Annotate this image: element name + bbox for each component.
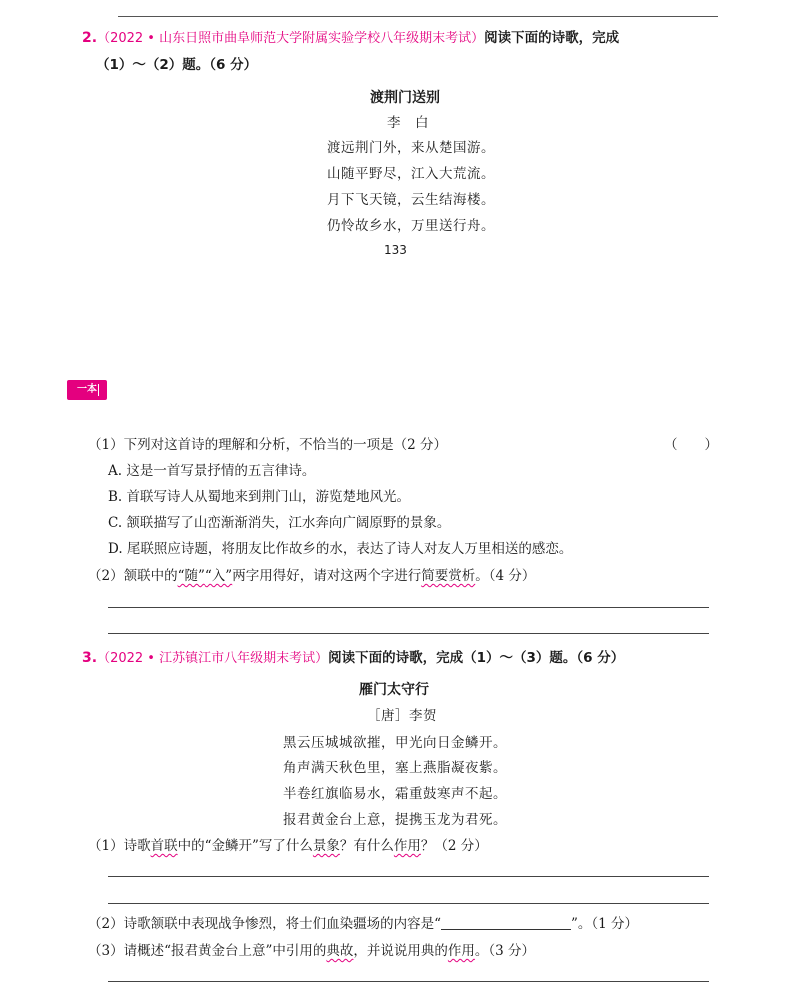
answer-line[interactable] <box>108 876 709 877</box>
answer-line[interactable] <box>108 633 709 634</box>
q3-source: （2022 • 江苏镇江市八年级期末考试） <box>97 651 329 666</box>
logo-text: 一本 <box>77 384 97 395</box>
q3-sub3-stem: （3）请概述“报君黄金台上意”中引用的典故，并说说用典的作用。（3 分） <box>88 943 536 959</box>
q2-sub1-answer-paren: （ ） <box>664 437 718 453</box>
q3-poem-line-1: 黑云压城城欲摧，甲光向日金鳞开。 <box>283 735 507 751</box>
q2-poem-line-1: 渡远荆门外，来从楚国游。 <box>327 140 495 156</box>
q2-poem-line-2: 山随平野尽，江入大荒流。 <box>327 166 495 182</box>
q2-source: （2022 • 山东日照市曲阜师范大学附属实验学校八年级期末考试） <box>97 31 485 46</box>
q2-poem-title: 渡荆门送别 <box>370 90 440 106</box>
q2-instruction: 阅读下面的诗歌，完成 <box>484 30 620 46</box>
q2-sub2-stem: （2）颔联中的“随”“入”两字用得好，请对这两个字进行简要赏析。（4 分） <box>88 568 536 584</box>
q2-sub2-word2: “入” <box>204 568 233 584</box>
q2-poem-line-4: 仍怜故乡水，万里送行舟。 <box>327 218 495 234</box>
answer-line[interactable] <box>108 607 709 608</box>
q2-option-d: D. 尾联照应诗题，将朋友比作故乡的水，表达了诗人对友人万里相送的感恋。 <box>108 541 573 557</box>
answer-line[interactable] <box>108 981 709 982</box>
q2-option-c: C. 颔联描写了山峦渐渐消失，江水奔向广阔原野的景象。 <box>108 515 451 531</box>
q3-sub1-stem: （1）诗歌首联中的“金鳞开”写了什么景象？有什么作用？（2 分） <box>88 838 488 854</box>
q2-option-b: B. 首联写诗人从蜀地来到荆门山，游览楚地风光。 <box>108 489 411 505</box>
q3-poem-title: 雁门太守行 <box>359 682 429 698</box>
q3-header <box>82 646 624 666</box>
q2-poem-author: 李 白 <box>387 115 429 131</box>
q2-option-a: A. 这是一首写景抒情的五言律诗。 <box>108 463 316 479</box>
q2-sub2-emphasis: 简要赏析 <box>421 568 476 584</box>
q2-poem-line-3: 月下飞天镜，云生结海楼。 <box>327 192 495 208</box>
q3-poem-line-3: 半卷红旗临易水，霜重鼓寒声不起。 <box>283 786 507 802</box>
top-rule <box>118 16 718 17</box>
fill-blank[interactable] <box>441 916 571 930</box>
q2-instruction-cont: （1）～（2）题。（6 分） <box>96 57 258 73</box>
q2-sub2-word1: “随” <box>177 568 205 584</box>
q3-sub2-stem: （2）诗歌颔联中表现战争惨烈，将士们血染疆场的内容是“ ”。（1 分） <box>88 916 639 932</box>
q2-header <box>82 26 619 46</box>
q3-poem-line-2: 角声满天秋色里，塞上燕脂凝夜紫。 <box>283 760 507 776</box>
answer-line[interactable] <box>108 903 709 904</box>
page-number: 133 <box>384 243 407 257</box>
q3-number: 3. <box>82 650 98 666</box>
publisher-logo <box>67 380 107 400</box>
q2-sub1-stem: （1）下列对这首诗的理解和分析，不恰当的一项是（2 分） <box>88 437 447 453</box>
q3-instruction: 阅读下面的诗歌，完成（1）～（3）题。（6 分） <box>328 650 625 666</box>
q3-poem-line-4: 报君黄金台上意，提携玉龙为君死。 <box>283 812 507 828</box>
q2-number: 2. <box>82 30 98 46</box>
q3-poem-author: ［唐］李贺 <box>367 708 437 724</box>
